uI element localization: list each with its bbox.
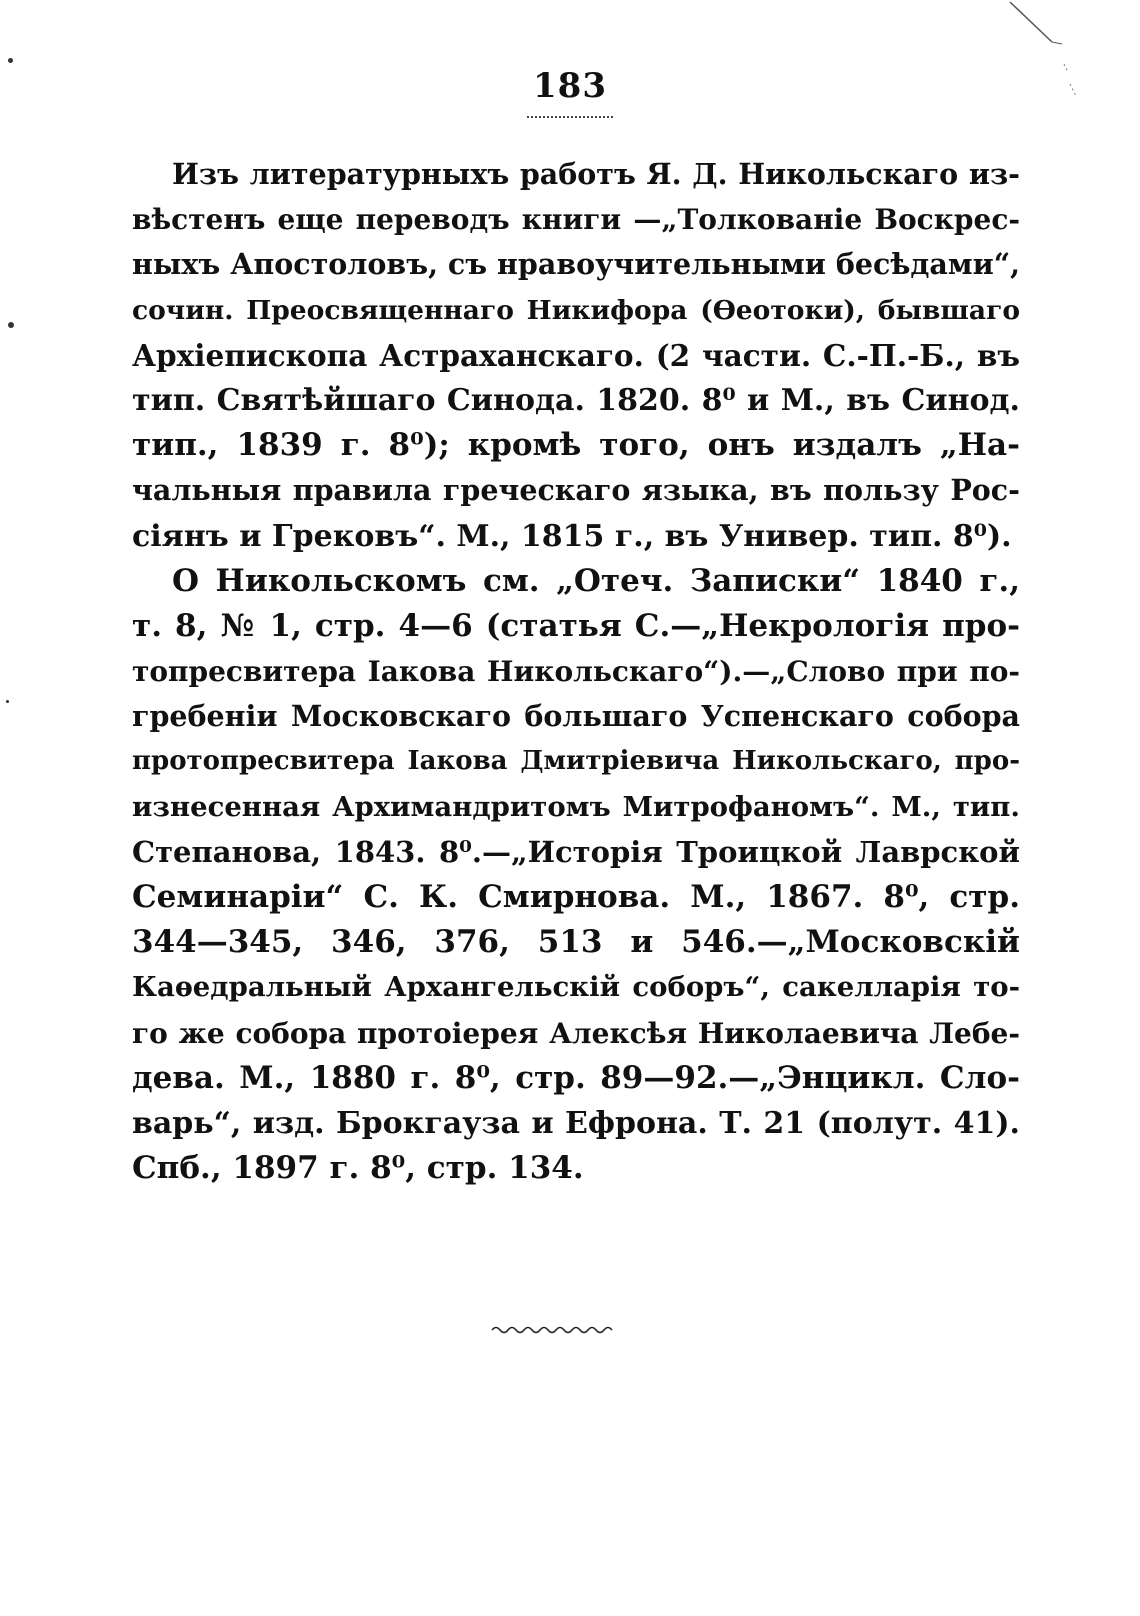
text-line: Изъ литературныхъ работъ Я. Д. Никольскаго из-: [172, 157, 1020, 191]
page-number: 183: [533, 66, 607, 106]
margin-speck: [8, 58, 13, 63]
body-text: [132, 152, 1020, 1191]
text-line: Степанова, 1843. 8⁰.—„Исторія Троицкой Лаврской: [132, 834, 1020, 869]
section-end-flourish: [490, 1322, 614, 1338]
text-line: Архіепископа Астраханскаго. (2 части. С.-П.-Б., въ: [132, 337, 1020, 373]
text-line: чальныя правила греческаго языка, въ пользу Рос-: [132, 473, 1020, 508]
margin-speck: [6, 700, 9, 703]
text-line: 344—345, 346, 376, 513 и 546.—„Московскій: [132, 924, 1020, 961]
text-line: изнесенная Архимандритомъ Митрофаномъ“. М., тип.: [132, 790, 1020, 823]
text-line: сочин. Преосвященнаго Никифора (Ѳеотоки), бывшаго: [132, 294, 1020, 326]
margin-speck: [8, 322, 14, 328]
text-line: варь“, изд. Брокгауза и Ефрона. Т. 21 (полут. 41).: [132, 1105, 1020, 1141]
text-line: гребеніи Московскаго большаго Успенскаго собора: [132, 699, 1020, 734]
text-line: Спб., 1897 г. 8⁰, стр. 134.: [132, 1150, 584, 1187]
page-number-rule: [527, 116, 613, 118]
text-line: Семинаріи“ С. К. Смирнова. М., 1867. 8⁰, стр.: [132, 879, 1020, 915]
text-line: топресвитера Іакова Никольскаго“).—„Слово при по-: [132, 655, 1020, 689]
text-line: т. 8, № 1, стр. 4—6 (статья С.—„Некрологія про-: [132, 607, 1020, 644]
text-line: тип., 1839 г. 8⁰); кромѣ того, онъ издалъ „На-: [132, 427, 1020, 464]
text-line: Каѳедральный Архангельскій соборъ“, сакелларія то-: [132, 971, 1020, 1004]
text-line: тип. Святѣйшаго Синода. 1820. 8⁰ и М., въ Синод.: [132, 382, 1020, 418]
text-line: вѣстенъ еще переводъ книги —„Толкованіе Воскрес-: [132, 203, 1020, 237]
text-line: го же собора протоіерея Алексѣя Николаевича Лебе-: [132, 1016, 1020, 1050]
text-line: сіянъ и Грековъ“. М., 1815 г., въ Универ. тип. 8⁰).: [132, 518, 1012, 554]
text-line: протопресвитера Іакова Дмитріевича Никольскаго, про-: [132, 746, 1020, 777]
text-line: ныхъ Апостоловъ, съ нравоучительными бесѣдами“,: [132, 247, 1020, 282]
text-line: О Никольскомъ см. „Отеч. Записки“ 1840 г.,: [172, 562, 1020, 599]
text-line: дева. М., 1880 г. 8⁰, стр. 89—92.—„Энцикл. Сло-: [132, 1059, 1020, 1096]
